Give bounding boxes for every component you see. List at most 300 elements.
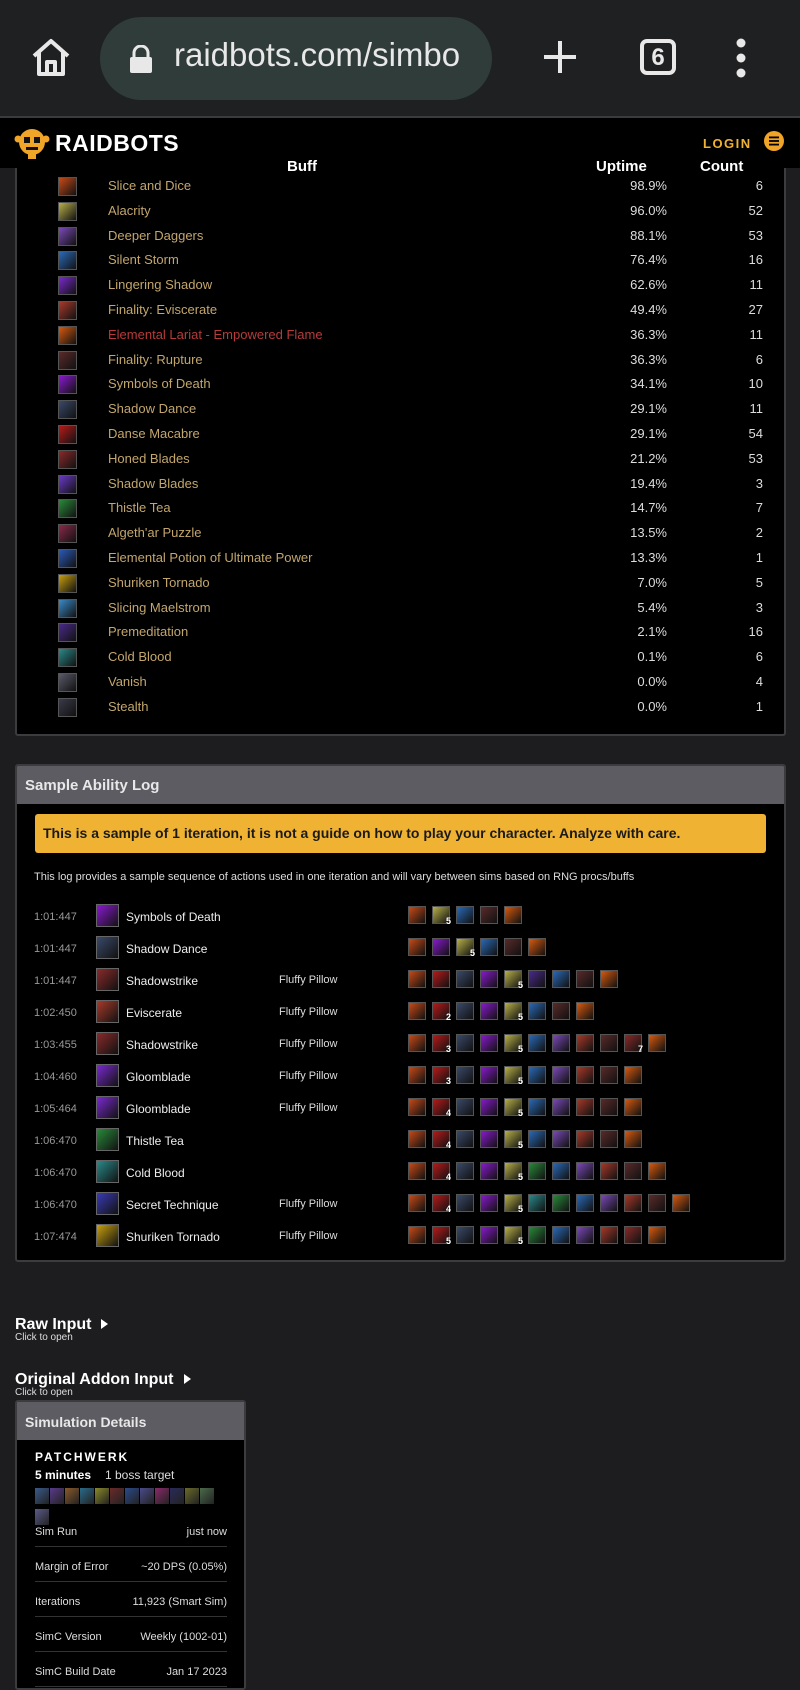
- buff-icon: [58, 599, 77, 618]
- active-buffs: [408, 1130, 648, 1150]
- ability-name: Shadowstrike: [126, 1038, 199, 1052]
- buff-stack-count: 2: [445, 1012, 451, 1022]
- buff-name-link[interactable]: Elemental Potion of Ultimate Power: [108, 550, 313, 565]
- ability-name: Symbols of Death: [126, 910, 221, 924]
- active-buff-icon: [624, 1066, 642, 1084]
- active-buff-icon: [456, 1162, 474, 1180]
- fight-duration: 5 minutes: [35, 1468, 92, 1482]
- expand-arrow-icon: [101, 1319, 108, 1329]
- buff-name-link[interactable]: Shadow Dance: [108, 401, 197, 417]
- buff-name-link[interactable]: Honed Blades: [108, 450, 190, 466]
- buff-name-link[interactable]: Alacrity: [108, 202, 151, 218]
- active-buff-icon: [552, 1194, 570, 1212]
- active-buffs: [408, 1034, 672, 1054]
- log-row: [17, 901, 784, 933]
- active-buff-icon: [432, 1194, 450, 1212]
- buff-row: [17, 348, 784, 373]
- active-buff-icon: [432, 938, 450, 956]
- buff-name-link[interactable]: Finality: Eviscerate: [108, 302, 218, 317]
- buff-name-link[interactable]: Symbols of Death: [108, 376, 211, 392]
- active-buff-icon: [528, 1098, 546, 1116]
- buff-count: 4: [755, 674, 763, 689]
- active-buff-icon: [528, 1162, 546, 1180]
- active-buff-icon: [600, 1066, 618, 1084]
- active-buff-icon: [624, 1226, 642, 1244]
- buff-uptime: 34.1%: [630, 376, 667, 392]
- active-buff-icon: [432, 1002, 450, 1020]
- buff-stack-count: 5: [517, 1108, 523, 1118]
- active-buff-icon: [648, 1034, 666, 1052]
- active-buff-icon: [480, 1034, 498, 1052]
- talent-icon: [140, 1488, 154, 1504]
- ability-name: Eviscerate: [126, 1006, 183, 1020]
- ability-icon: [96, 1160, 119, 1183]
- active-buff-icon: [504, 1130, 522, 1148]
- buff-stack-count: 4: [445, 1204, 451, 1214]
- talent-icon: [80, 1488, 94, 1504]
- active-buff-icon: [552, 1130, 570, 1148]
- buff-name-link[interactable]: Stealth: [108, 698, 149, 714]
- active-buff-icon: [480, 906, 498, 924]
- sim-detail-row: [35, 1549, 227, 1582]
- active-buff-icon: [528, 938, 546, 956]
- talent-icon: [95, 1488, 109, 1504]
- buff-uptime: 5.4%: [637, 599, 667, 615]
- log-row: [17, 1157, 784, 1189]
- log-row: [17, 997, 784, 1029]
- active-buff-icon: [408, 970, 426, 988]
- active-buff-icon: [624, 1194, 642, 1212]
- buff-stack-count: 5: [517, 1012, 523, 1022]
- ability-icon: [96, 1192, 119, 1215]
- talent-icon: [50, 1488, 64, 1504]
- buff-name-link[interactable]: Vanish: [108, 674, 147, 689]
- active-buff-icon: [552, 1034, 570, 1052]
- log-time: 1:06:470: [34, 1167, 77, 1179]
- buff-count: 1: [755, 550, 763, 565]
- active-buff-icon: [432, 906, 450, 924]
- buff-icon: [58, 276, 77, 295]
- active-buff-icon: [480, 1226, 498, 1244]
- active-buff-icon: [624, 1098, 642, 1116]
- active-buff-icon: [408, 938, 426, 956]
- buff-uptime: 13.5%: [630, 525, 667, 541]
- active-buff-icon: [576, 1002, 594, 1020]
- active-buff-icon: [504, 1194, 522, 1212]
- active-buff-icon: [480, 970, 498, 988]
- ability-name: Cold Blood: [126, 1166, 185, 1180]
- ability-name: Shuriken Tornado: [126, 1230, 220, 1244]
- log-time: 1:05:464: [34, 1103, 77, 1115]
- buff-icon: [58, 549, 77, 568]
- buff-count: 16: [748, 624, 763, 640]
- buff-row: [17, 298, 784, 323]
- addon-input-subtitle: Click to open: [15, 1387, 73, 1398]
- more-menu-icon[interactable]: [733, 38, 749, 78]
- ability-icon: [96, 1224, 119, 1247]
- addon-input-title: Original Addon Input: [15, 1371, 174, 1388]
- active-buff-icon: [600, 1194, 618, 1212]
- log-row: [17, 965, 784, 997]
- active-buff-icon: [600, 1162, 618, 1180]
- buff-count: 27: [748, 302, 763, 317]
- active-buff-icon: [456, 938, 474, 956]
- buff-name-link[interactable]: Elemental Lariat - Empowered Flame: [108, 326, 323, 342]
- active-buff-icon: [480, 1162, 498, 1180]
- simulation-details: [15, 1400, 246, 1690]
- detail-label: SimC Version: [35, 1631, 102, 1643]
- buff-count: 16: [748, 252, 763, 268]
- col-header-count: Count: [700, 158, 744, 175]
- ability-icon: [96, 1064, 119, 1087]
- col-header-buff: Buff: [287, 158, 317, 175]
- buff-uptime: 62.6%: [630, 277, 667, 293]
- buff-count: 7: [755, 500, 763, 516]
- active-buffs: [408, 1162, 672, 1182]
- buff-icon: [58, 301, 77, 320]
- sim-detail-row: [35, 1514, 227, 1547]
- buff-stack-count: 5: [517, 1236, 523, 1246]
- active-buff-icon: [408, 1066, 426, 1084]
- detail-label: Iterations: [35, 1596, 81, 1608]
- buff-row: [17, 224, 784, 249]
- menu-icon[interactable]: [764, 131, 784, 151]
- buff-stack-count: 5: [469, 948, 475, 958]
- ability-target: Fluffy Pillow: [279, 1198, 338, 1210]
- active-buff-icon: [480, 938, 498, 956]
- active-buffs: [408, 1194, 696, 1214]
- buff-stack-count: 5: [517, 1172, 523, 1182]
- active-buff-icon: [648, 1194, 666, 1212]
- buff-count: 54: [748, 426, 763, 441]
- active-buff-icon: [480, 1194, 498, 1212]
- detail-label: Margin of Error: [35, 1561, 109, 1573]
- url-text: raidbots.com/simbo: [174, 36, 461, 73]
- buff-uptime: 36.3%: [630, 326, 667, 342]
- buff-stack-count: 3: [445, 1076, 451, 1086]
- address-bar[interactable]: [100, 17, 492, 100]
- talent-icon: [125, 1488, 139, 1504]
- buff-row: [17, 645, 784, 670]
- active-buff-icon: [432, 1034, 450, 1052]
- buff-count: 53: [748, 227, 763, 243]
- log-title: Sample Ability Log: [17, 766, 784, 804]
- active-buff-icon: [576, 970, 594, 988]
- active-buff-icon: [528, 1130, 546, 1148]
- buff-name-link[interactable]: Thistle Tea: [108, 500, 171, 516]
- buff-count: 11: [749, 401, 763, 417]
- buff-name-link[interactable]: Finality: Rupture: [108, 351, 203, 367]
- ability-name: Gloomblade: [126, 1102, 191, 1116]
- buff-count: 11: [749, 277, 763, 293]
- detail-value: Jan 17 2023: [166, 1666, 227, 1678]
- buff-row: [17, 596, 784, 621]
- buff-row: [17, 248, 784, 273]
- talent-icon-strip: [35, 1488, 227, 1506]
- buff-stack-count: 4: [445, 1172, 451, 1182]
- buff-stack-count: 5: [517, 1044, 523, 1054]
- buff-row: [17, 199, 784, 224]
- active-buff-icon: [624, 1162, 642, 1180]
- sample-ability-log: [15, 764, 786, 1262]
- active-buff-icon: [456, 1002, 474, 1020]
- talent-icon: [65, 1488, 79, 1504]
- buff-name-link[interactable]: Algeth'ar Puzzle: [108, 525, 202, 541]
- col-header-uptime: Uptime: [596, 158, 647, 175]
- ability-icon: [96, 968, 119, 991]
- ability-name: Shadow Dance: [126, 942, 208, 956]
- active-buff-icon: [504, 1098, 522, 1116]
- ability-target: Fluffy Pillow: [279, 1230, 338, 1242]
- active-buff-icon: [432, 1098, 450, 1116]
- active-buff-icon: [576, 1226, 594, 1244]
- new-tab-icon[interactable]: [540, 37, 580, 77]
- login-link[interactable]: LOGIN: [703, 136, 752, 151]
- active-buff-icon: [552, 970, 570, 988]
- addon-input-toggle[interactable]: [15, 1371, 191, 1398]
- buff-icon: [58, 524, 77, 543]
- active-buff-icon: [408, 1194, 426, 1212]
- active-buff-icon: [408, 1002, 426, 1020]
- buff-icon: [58, 673, 77, 692]
- buff-row: [17, 546, 784, 571]
- buff-count: 1: [755, 698, 763, 714]
- buff-icon: [58, 400, 77, 419]
- talent-icon: [185, 1488, 199, 1504]
- active-buff-icon: [408, 1162, 426, 1180]
- active-buff-icon: [504, 970, 522, 988]
- active-buff-icon: [408, 906, 426, 924]
- buff-row: [17, 521, 784, 546]
- buff-row: [17, 620, 784, 645]
- sim-detail-row: [35, 1619, 227, 1652]
- active-buff-icon: [528, 1194, 546, 1212]
- active-buff-icon: [504, 938, 522, 956]
- buff-icon: [58, 326, 77, 345]
- active-buff-icon: [456, 1194, 474, 1212]
- home-icon[interactable]: [30, 36, 72, 78]
- active-buff-icon: [432, 1226, 450, 1244]
- ability-target: Fluffy Pillow: [279, 974, 338, 986]
- active-buff-icon: [456, 1034, 474, 1052]
- buff-icon: [58, 227, 77, 246]
- ability-icon: [96, 904, 119, 927]
- ability-target: Fluffy Pillow: [279, 1006, 338, 1018]
- raw-input-title: Raw Input: [15, 1316, 92, 1333]
- active-buff-icon: [648, 1162, 666, 1180]
- buff-icon: [58, 202, 77, 221]
- active-buff-icon: [528, 1066, 546, 1084]
- buff-name-link[interactable]: Danse Macabre: [108, 426, 200, 441]
- buff-uptime: 0.0%: [637, 674, 667, 689]
- ability-icon: [96, 1096, 119, 1119]
- buff-icon: [58, 351, 77, 370]
- log-time: 1:06:470: [34, 1199, 77, 1211]
- talent-icon: [155, 1488, 169, 1504]
- active-buffs: [408, 906, 528, 926]
- active-buff-icon: [600, 1034, 618, 1052]
- talent-icon: [35, 1488, 49, 1504]
- buff-icon: [58, 425, 77, 444]
- active-buff-icon: [456, 1226, 474, 1244]
- buff-uptime: 36.3%: [630, 351, 667, 367]
- active-buffs: [408, 1226, 672, 1246]
- active-buff-icon: [576, 1034, 594, 1052]
- ability-name: Shadowstrike: [126, 974, 199, 988]
- buff-icon: [58, 251, 77, 270]
- buff-row: [17, 323, 784, 348]
- active-buff-icon: [528, 1034, 546, 1052]
- sim-detail-row: [35, 1584, 227, 1617]
- active-buff-icon: [600, 1130, 618, 1148]
- buff-table: [15, 158, 786, 736]
- buff-icon: [58, 623, 77, 642]
- buff-uptime: 29.1%: [630, 426, 667, 441]
- ability-target: Fluffy Pillow: [279, 1070, 338, 1082]
- buff-name-link[interactable]: Deeper Daggers: [108, 227, 204, 243]
- active-buff-icon: [528, 970, 546, 988]
- active-buff-icon: [456, 970, 474, 988]
- buff-name-link[interactable]: Slice and Dice: [108, 178, 192, 193]
- active-buffs: [408, 1098, 648, 1118]
- active-buff-icon: [432, 970, 450, 988]
- active-buff-icon: [600, 970, 618, 988]
- buff-count: 2: [755, 525, 763, 541]
- active-buffs: [408, 1066, 648, 1086]
- ability-icon: [96, 1032, 119, 1055]
- active-buff-icon: [456, 1098, 474, 1116]
- active-buff-icon: [456, 1130, 474, 1148]
- log-row: [17, 1093, 784, 1125]
- buff-name-link[interactable]: Lingering Shadow: [108, 277, 213, 293]
- buff-row: [17, 174, 784, 199]
- expand-arrow-icon: [184, 1374, 191, 1384]
- log-row: [17, 1125, 784, 1157]
- active-buff-icon: [576, 1098, 594, 1116]
- talent-icon: [200, 1488, 214, 1504]
- detail-value: ~20 DPS (0.05%): [141, 1561, 227, 1573]
- active-buff-icon: [432, 1162, 450, 1180]
- tab-count-button[interactable]: 6: [640, 39, 676, 75]
- log-note: This log provides a sample sequence of actions used in one iteration and will vary between sims based on RNG procs/buffs: [34, 871, 635, 883]
- buff-uptime: 19.4%: [630, 475, 667, 491]
- buff-row: [17, 571, 784, 596]
- ability-target: Fluffy Pillow: [279, 1038, 338, 1050]
- active-buff-icon: [456, 906, 474, 924]
- buff-uptime: 29.1%: [630, 401, 667, 417]
- active-buffs: [408, 938, 552, 958]
- active-buff-icon: [552, 1066, 570, 1084]
- active-buff-icon: [408, 1098, 426, 1116]
- talent-icon: [170, 1488, 184, 1504]
- buff-count: 11: [749, 326, 763, 342]
- active-buff-icon: [528, 1226, 546, 1244]
- detail-value: just now: [186, 1526, 227, 1538]
- raw-input-toggle[interactable]: [15, 1316, 108, 1343]
- active-buff-icon: [504, 1034, 522, 1052]
- buff-icon: [58, 375, 77, 394]
- buff-count: 52: [748, 202, 763, 218]
- browser-toolbar: [0, 0, 800, 118]
- active-buff-icon: [600, 1098, 618, 1116]
- log-time: 1:01:447: [34, 911, 77, 923]
- buff-stack-count: 5: [517, 980, 523, 990]
- brand-name[interactable]: RAIDBOTS: [55, 130, 180, 156]
- active-buff-icon: [480, 1002, 498, 1020]
- ability-icon: [96, 936, 119, 959]
- log-row: [17, 1189, 784, 1221]
- buff-count: 5: [755, 574, 763, 590]
- buff-row: [17, 695, 784, 720]
- raidbots-logo-icon[interactable]: [14, 126, 50, 160]
- buff-name-link[interactable]: Silent Storm: [108, 252, 179, 268]
- buff-row: [17, 496, 784, 521]
- sim-title: Simulation Details: [17, 1402, 244, 1440]
- buff-row: [17, 422, 784, 447]
- buff-name-link[interactable]: Shadow Blades: [108, 475, 199, 491]
- buff-row: [17, 670, 784, 695]
- log-time: 1:03:455: [34, 1039, 77, 1051]
- talent-icon: [110, 1488, 124, 1504]
- site-header: [0, 118, 800, 168]
- buff-uptime: 13.3%: [630, 550, 667, 565]
- buff-row: [17, 447, 784, 472]
- warning-banner: This is a sample of 1 iteration, it is not a guide on how to play your character. Analyze with care.: [35, 814, 766, 853]
- fight-style: PATCHWERK: [35, 1450, 130, 1464]
- buff-uptime: 0.0%: [637, 698, 667, 714]
- active-buff-icon: [624, 1130, 642, 1148]
- buff-count: 6: [755, 178, 763, 193]
- buff-stack-count: 5: [445, 916, 451, 926]
- buff-row: [17, 273, 784, 298]
- ability-name: Thistle Tea: [126, 1134, 184, 1148]
- buff-stack-count: 5: [517, 1204, 523, 1214]
- active-buff-icon: [480, 1098, 498, 1116]
- active-buff-icon: [504, 906, 522, 924]
- active-buff-icon: [504, 1066, 522, 1084]
- active-buff-icon: [672, 1194, 690, 1212]
- buff-stack-count: 4: [445, 1108, 451, 1118]
- buff-icon: [58, 450, 77, 469]
- buff-name-link[interactable]: Shuriken Tornado: [108, 574, 210, 590]
- buff-row: [17, 372, 784, 397]
- active-buff-icon: [552, 1002, 570, 1020]
- buff-count: 53: [748, 450, 763, 466]
- buff-stack-count: 4: [445, 1140, 451, 1150]
- active-buff-icon: [480, 1066, 498, 1084]
- active-buff-icon: [456, 1066, 474, 1084]
- buff-uptime: 21.2%: [630, 450, 667, 466]
- log-row: [17, 933, 784, 965]
- detail-label: SimC Build Date: [35, 1666, 116, 1678]
- buff-uptime: 2.1%: [637, 624, 667, 640]
- active-buff-icon: [576, 1066, 594, 1084]
- log-time: 1:01:447: [34, 975, 77, 987]
- buff-name-link[interactable]: Cold Blood: [108, 649, 172, 665]
- buff-count: 3: [755, 599, 763, 615]
- log-time: 1:07:474: [34, 1231, 77, 1243]
- detail-label: Sim Run: [35, 1526, 78, 1538]
- active-buff-icon: [600, 1226, 618, 1244]
- ability-name: Secret Technique: [126, 1198, 219, 1212]
- buff-name-link[interactable]: Slicing Maelstrom: [108, 599, 211, 615]
- buff-name-link[interactable]: Premeditation: [108, 624, 189, 640]
- log-row: [17, 1221, 784, 1253]
- active-buff-icon: [648, 1226, 666, 1244]
- buff-row: [17, 397, 784, 422]
- log-row: [17, 1061, 784, 1093]
- buff-uptime: 0.1%: [637, 649, 667, 665]
